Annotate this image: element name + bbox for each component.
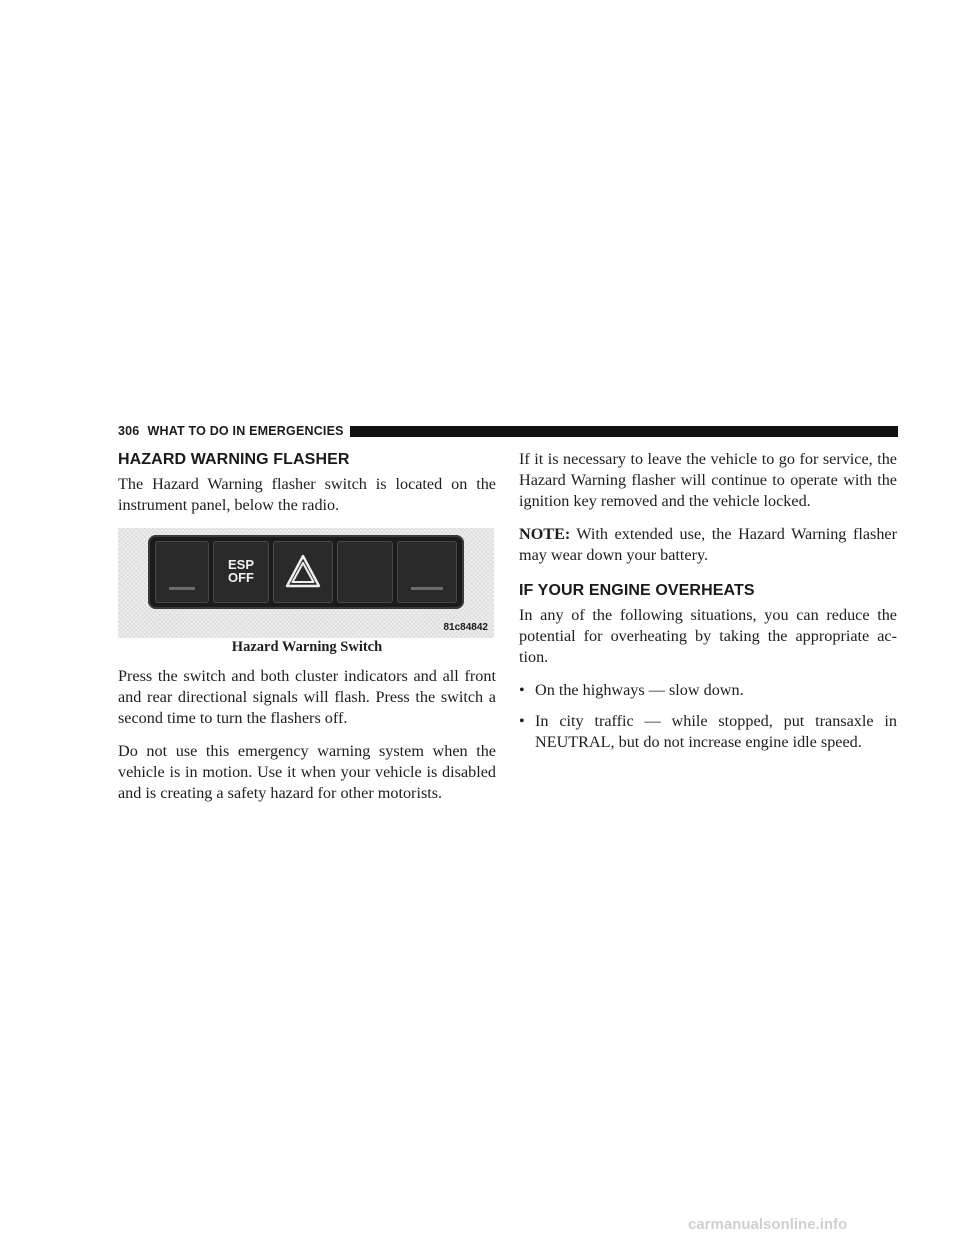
- page-number: 306: [118, 424, 140, 438]
- switch-indicator-line: [169, 587, 195, 590]
- bullet-icon: •: [519, 681, 525, 699]
- overheat-heading: IF YOUR ENGINE OVERHEATS: [519, 582, 755, 599]
- switch-panel: [148, 535, 464, 609]
- figure-caption: Hazard Warning Switch: [231, 639, 383, 655]
- list-item: [519, 680, 897, 701]
- list-item-text: On the highways — slow down.: [535, 681, 744, 699]
- esp-label-line2: OFF: [228, 570, 254, 585]
- left-column: [118, 449, 496, 816]
- blank-switch-right: [397, 541, 457, 603]
- blank-switch-left: [155, 541, 209, 603]
- overheat-bullet-list: [519, 680, 897, 753]
- hazard-switch: [273, 541, 333, 603]
- list-item: [519, 711, 897, 753]
- note-label: NOTE:: [519, 525, 571, 543]
- esp-label-line1: ESP: [227, 557, 254, 572]
- header-rule: [350, 426, 898, 437]
- hazard-switch-figure: [118, 528, 494, 638]
- hazard-para-2: Do not use this emergency warning system when the vehicle is in motion. Use it when your vehicle is disabled and is creating a safety hazard for other motorists.: [118, 742, 496, 802]
- bullet-icon: •: [519, 712, 525, 730]
- hazard-para-3: If it is necessary to leave the vehicle to go for service, the Hazard Warning flasher will continue to operate with the ignition key removed and the vehicle locked.: [519, 450, 897, 510]
- blank-switch-center: [337, 541, 393, 603]
- hazard-intro: The Hazard Warning flasher switch is located on the instrument panel, below the radio.: [118, 475, 496, 514]
- figure-code: 81c84842: [443, 622, 488, 633]
- esp-off-label: [213, 558, 269, 584]
- page-header: [118, 423, 898, 439]
- list-item-text: In city traffic — while stopped, put transaxle in NEUTRAL, but do not increase engine idle speed.: [535, 712, 897, 751]
- hazard-triangle-icon: [285, 554, 321, 590]
- hazard-para-1: Press the switch and both cluster indicators and all front and rear directional signals will flash. Press the switch a second time to turn the flashers off.: [118, 667, 496, 727]
- note-paragraph: [519, 524, 897, 566]
- watermark: carmanualsonline.info: [688, 1216, 848, 1233]
- switch-indicator-line: [411, 587, 443, 590]
- overheat-intro: In any of the following situations, you can reduce the potential for overheating by taking the appropriate ac- tion.: [519, 606, 897, 666]
- note-text: With extended use, the Hazard Warning flasher may wear down your battery.: [519, 525, 897, 564]
- right-column: [519, 449, 897, 763]
- section-title: WHAT TO DO IN EMERGENCIES: [147, 424, 344, 438]
- esp-off-switch: [213, 541, 269, 603]
- hazard-heading: HAZARD WARNING FLASHER: [118, 451, 350, 468]
- header-text: [118, 424, 344, 438]
